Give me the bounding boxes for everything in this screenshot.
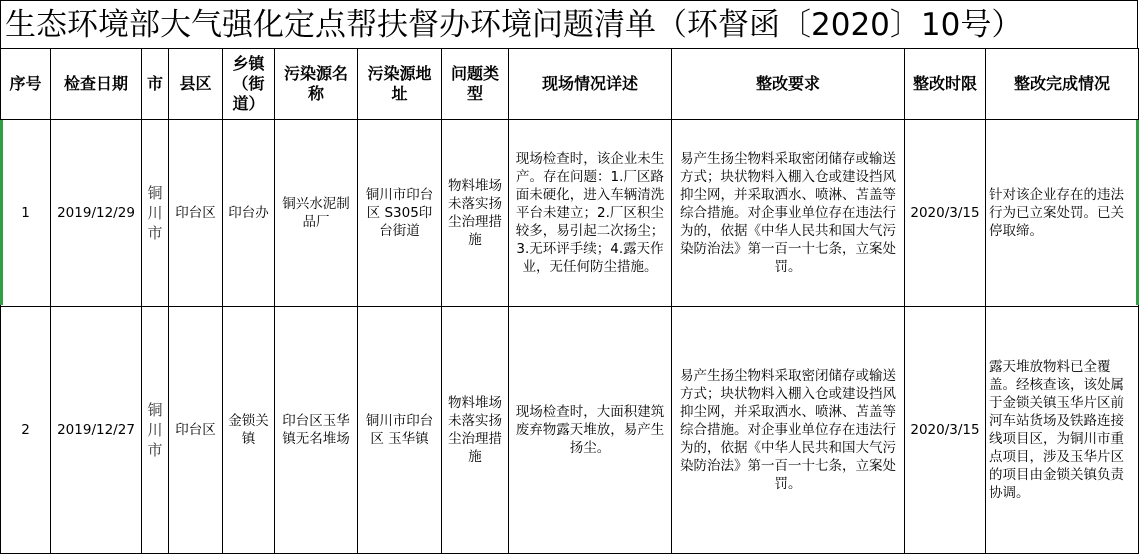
cell-requirement[interactable]: 易产生扬尘物料采取密闭储存或输送方式；块状物料入棚入仓或建设挡风抑尘网，并采取洒水、喷淋、苫盖等综合措施。对企事业单位存在违法行为的，依据《中华人民共和国大气污染防治法》第一百一十七条，立案处罚。 <box>672 307 905 554</box>
header-detail[interactable]: 现场情况详述 <box>509 49 672 120</box>
cell-deadline[interactable]: 2020/3/15 <box>905 307 986 554</box>
header-town[interactable]: 乡镇（街道） <box>223 49 275 120</box>
table-row <box>1 307 1139 554</box>
header-completion[interactable]: 整改完成情况 <box>986 49 1139 120</box>
cell-seq[interactable]: 1 <box>1 120 51 307</box>
cell-town[interactable]: 印台办 <box>223 120 275 307</box>
cell-source-addr[interactable]: 铜川市印台区 S305印台街道 <box>358 120 442 307</box>
cell-completion[interactable]: 露天堆放物料已全覆盖。经核查该，该处属于金锁关镇玉华片区前河车站货场及铁路连接线项目区，为铜川市重点项目，涉及玉华片区的项目由金锁关镇负责协调。 <box>986 307 1139 554</box>
selection-marker-left <box>0 120 3 305</box>
cell-source-name[interactable]: 印台区玉华镇无名堆场 <box>275 307 358 554</box>
city-text: 铜川市 <box>147 401 163 459</box>
table-row <box>1 120 1139 307</box>
cell-detail[interactable]: 现场检查时，该企业未生产。存在问题：1.厂区路面未硬化，进入车辆清洗平台未建立；2.厂区积尘较多，易引起二次扬尘；3.无环评手续；4.露天作业，无任何防尘措施。 <box>509 120 672 307</box>
header-county[interactable]: 县区 <box>169 49 223 120</box>
cell-completion[interactable]: 针对该企业存在的违法行为已立案处罚。已关停取缔。 <box>986 120 1139 307</box>
cell-problem-type[interactable]: 物料堆场未落实扬尘治理措施 <box>442 307 509 554</box>
cell-seq[interactable]: 2 <box>1 307 51 554</box>
cell-city[interactable] <box>142 307 169 554</box>
cell-date[interactable]: 2019/12/27 <box>51 307 142 554</box>
cell-county[interactable]: 印台区 <box>169 307 223 554</box>
city-text: 铜川市 <box>147 184 163 242</box>
header-city[interactable]: 市 <box>142 49 169 120</box>
sheet-title: 生态环境部大气强化定点帮扶督办环境问题清单（环督函〔2020〕10号） <box>0 0 1138 49</box>
issue-table <box>0 48 1139 554</box>
cell-date[interactable]: 2019/12/29 <box>51 120 142 307</box>
cell-detail[interactable]: 现场检查时，大面积建筑废弃物露天堆放，易产生扬尘。 <box>509 307 672 554</box>
cell-source-name[interactable]: 铜兴水泥制品厂 <box>275 120 358 307</box>
header-requirement[interactable]: 整改要求 <box>672 49 905 120</box>
header-problem-type[interactable]: 问题类型 <box>442 49 509 120</box>
cell-problem-type[interactable]: 物料堆场未落实扬尘治理措施 <box>442 120 509 307</box>
cell-county[interactable]: 印台区 <box>169 120 223 307</box>
cell-town[interactable]: 金锁关镇 <box>223 307 275 554</box>
header-deadline[interactable]: 整改时限 <box>905 49 986 120</box>
header-seq[interactable]: 序号 <box>1 49 51 120</box>
cell-source-addr[interactable]: 铜川市印台区 玉华镇 <box>358 307 442 554</box>
header-source-addr[interactable]: 污染源地址 <box>358 49 442 120</box>
cell-city[interactable] <box>142 120 169 307</box>
header-date[interactable]: 检查日期 <box>51 49 142 120</box>
header-source-name[interactable]: 污染源名称 <box>275 49 358 120</box>
cell-deadline[interactable]: 2020/3/15 <box>905 120 986 307</box>
selection-marker-right <box>1136 120 1139 305</box>
header-row <box>1 49 1139 120</box>
cell-requirement[interactable]: 易产生扬尘物料采取密闭储存或输送方式；块状物料入棚入仓或建设挡风抑尘网，并采取洒水、喷淋、苫盖等综合措施。对企事业单位存在违法行为的，依据《中华人民共和国大气污染防治法》第一百一十七条，立案处罚。 <box>672 120 905 307</box>
